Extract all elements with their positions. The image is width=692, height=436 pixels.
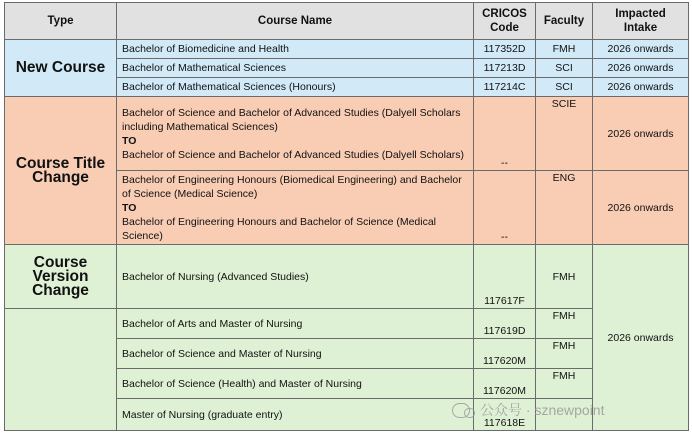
intake: 2026 onwards [593,245,689,431]
header-course-name: Course Name [117,3,474,40]
course-name: Bachelor of Engineering Honours (Biomedical Engineering) and Bachelor of Science (Medical Science) TO Bachelor of Engineering Honours and Bachelor of Science (Medical Science) [117,171,474,245]
faculty: FMH [536,369,593,399]
intake: 2026 onwards [593,78,689,97]
intake: 2026 onwards [593,40,689,59]
faculty: ENG [536,171,593,245]
cricos-code: -- [474,97,536,171]
faculty: SCIE [536,97,593,171]
cricos-code: 117617F [474,245,536,309]
cricos-code: 117352D [474,40,536,59]
cricos-code: 117620M [474,339,536,369]
header-type: Type [5,3,117,40]
type-new-course: New Course [5,40,117,97]
course-name: Bachelor of Mathematical Sciences [117,59,474,78]
faculty: SCI [536,59,593,78]
type-empty [5,309,117,431]
table-row [5,40,689,59]
intake: 2026 onwards [593,171,689,245]
course-name: Bachelor of Mathematical Sciences (Honours) [117,78,474,97]
cricos-code: 117214C [474,78,536,97]
table-row [5,309,689,339]
wechat-icon [452,403,470,418]
faculty: FMH [536,40,593,59]
watermark [452,400,604,420]
faculty: FMH [536,309,593,339]
intake: 2026 onwards [593,59,689,78]
cricos-code: 117618E [474,399,536,431]
course-name: Bachelor of Nursing (Advanced Studies) [117,245,474,309]
cricos-code: 117620M [474,369,536,399]
faculty: FMH [536,245,593,309]
course-name: Bachelor of Science and Master of Nursing [117,339,474,369]
type-course-title-change: Course Title Change [5,97,117,245]
header-impacted-intake: Impacted Intake [593,3,689,40]
course-changes-table [4,2,689,431]
type-course-version-change: Course Version Change [5,245,117,309]
faculty: SCI [536,78,593,97]
course-name: Bachelor of Arts and Master of Nursing [117,309,474,339]
cricos-code: 117213D [474,59,536,78]
header-faculty: Faculty [536,3,593,40]
course-name: Bachelor of Biomedicine and Health [117,40,474,59]
course-name: Bachelor of Science (Health) and Master of Nursing [117,369,474,399]
header-cricos-code: CRICOS Code [474,3,536,40]
cricos-code: -- [474,171,536,245]
intake: 2026 onwards [593,97,689,171]
cricos-code: 117619D [474,309,536,339]
faculty: FMH [536,339,593,369]
watermark-text: 公众号 · sznewpoint [480,402,605,418]
table-row [5,245,689,309]
course-name: Bachelor of Science and Bachelor of Advanced Studies (Dalyell Scholars including Mathematical Sciences) TO Bachelor of Science and Bachelor of Advanced Studies (Dalyell Scholars) [117,97,474,171]
header-row [5,3,689,40]
course-name: Master of Nursing (graduate entry) [117,399,474,431]
table-row [5,97,689,171]
